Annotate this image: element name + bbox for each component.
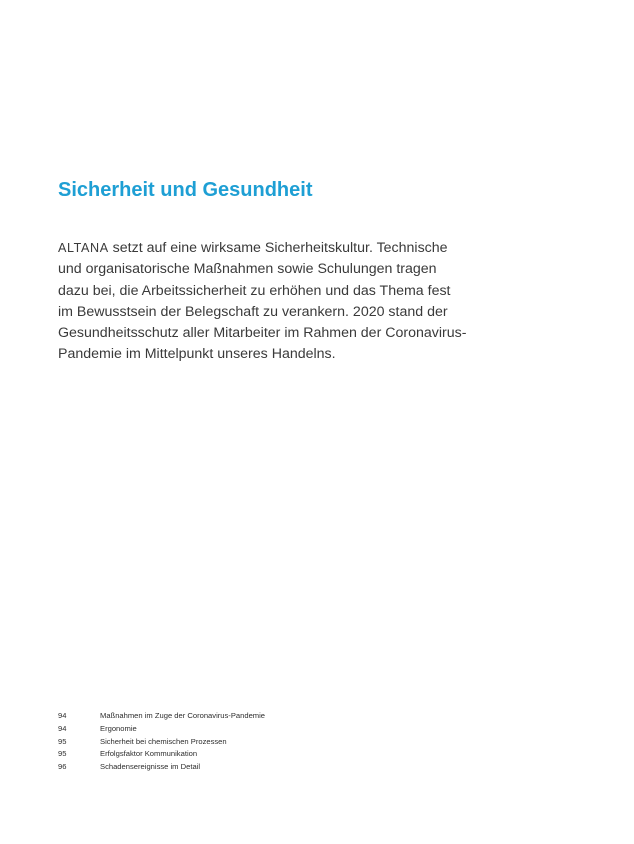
intro-line-1 xyxy=(58,238,498,259)
toc-entry-label[interactable]: Ergonomie xyxy=(100,723,137,733)
toc-entry-chemical-process-safety[interactable] xyxy=(58,736,265,749)
intro-line-5: Gesundheitsschutz aller Mitarbeiter im Rahmen der Coronavirus- xyxy=(58,325,467,342)
brand-name: ALTANA xyxy=(58,241,109,255)
intro-line-6: Pandemie im Mittelpunkt unseres Handelns. xyxy=(58,346,336,363)
toc-page-number: 96 xyxy=(58,762,67,772)
intro-line-3: dazu bei, die Arbeitssicherheit zu erhöhen und das Thema fest xyxy=(58,282,451,299)
toc-page-number: 95 xyxy=(58,736,67,746)
toc-entry-label[interactable]: Maßnahmen im Zuge der Coronavirus-Pandemie xyxy=(100,711,266,720)
table-of-contents xyxy=(58,710,265,774)
toc-page-number: 94 xyxy=(58,723,67,733)
toc-entry-label[interactable]: Erfolgsfaktor Kommunikation xyxy=(100,749,198,759)
toc-entry-communication[interactable] xyxy=(58,748,265,761)
toc-entry-damage-events[interactable] xyxy=(58,761,265,774)
intro-paragraph xyxy=(58,238,498,366)
intro-line-4: im Bewusstsein der Belegschaft zu verankern. 2020 stand der xyxy=(58,303,448,320)
intro-line-1-text: setzt auf eine wirksame Sicherheitskultur. Technische xyxy=(108,240,448,256)
toc-entry-coronavirus-measures[interactable] xyxy=(58,710,265,723)
toc-entry-ergonomics[interactable] xyxy=(58,723,265,736)
toc-entry-label[interactable]: Schadensereignisse im Detail xyxy=(100,762,201,772)
toc-page-number: 94 xyxy=(58,711,67,720)
toc-page-number: 95 xyxy=(58,749,67,759)
section-title: Sicherheit und Gesundheit xyxy=(58,179,313,201)
toc-entry-label[interactable]: Sicherheit bei chemischen Prozessen xyxy=(100,736,227,746)
intro-line-2: und organisatorische Maßnahmen sowie Schulungen tragen xyxy=(58,261,437,278)
